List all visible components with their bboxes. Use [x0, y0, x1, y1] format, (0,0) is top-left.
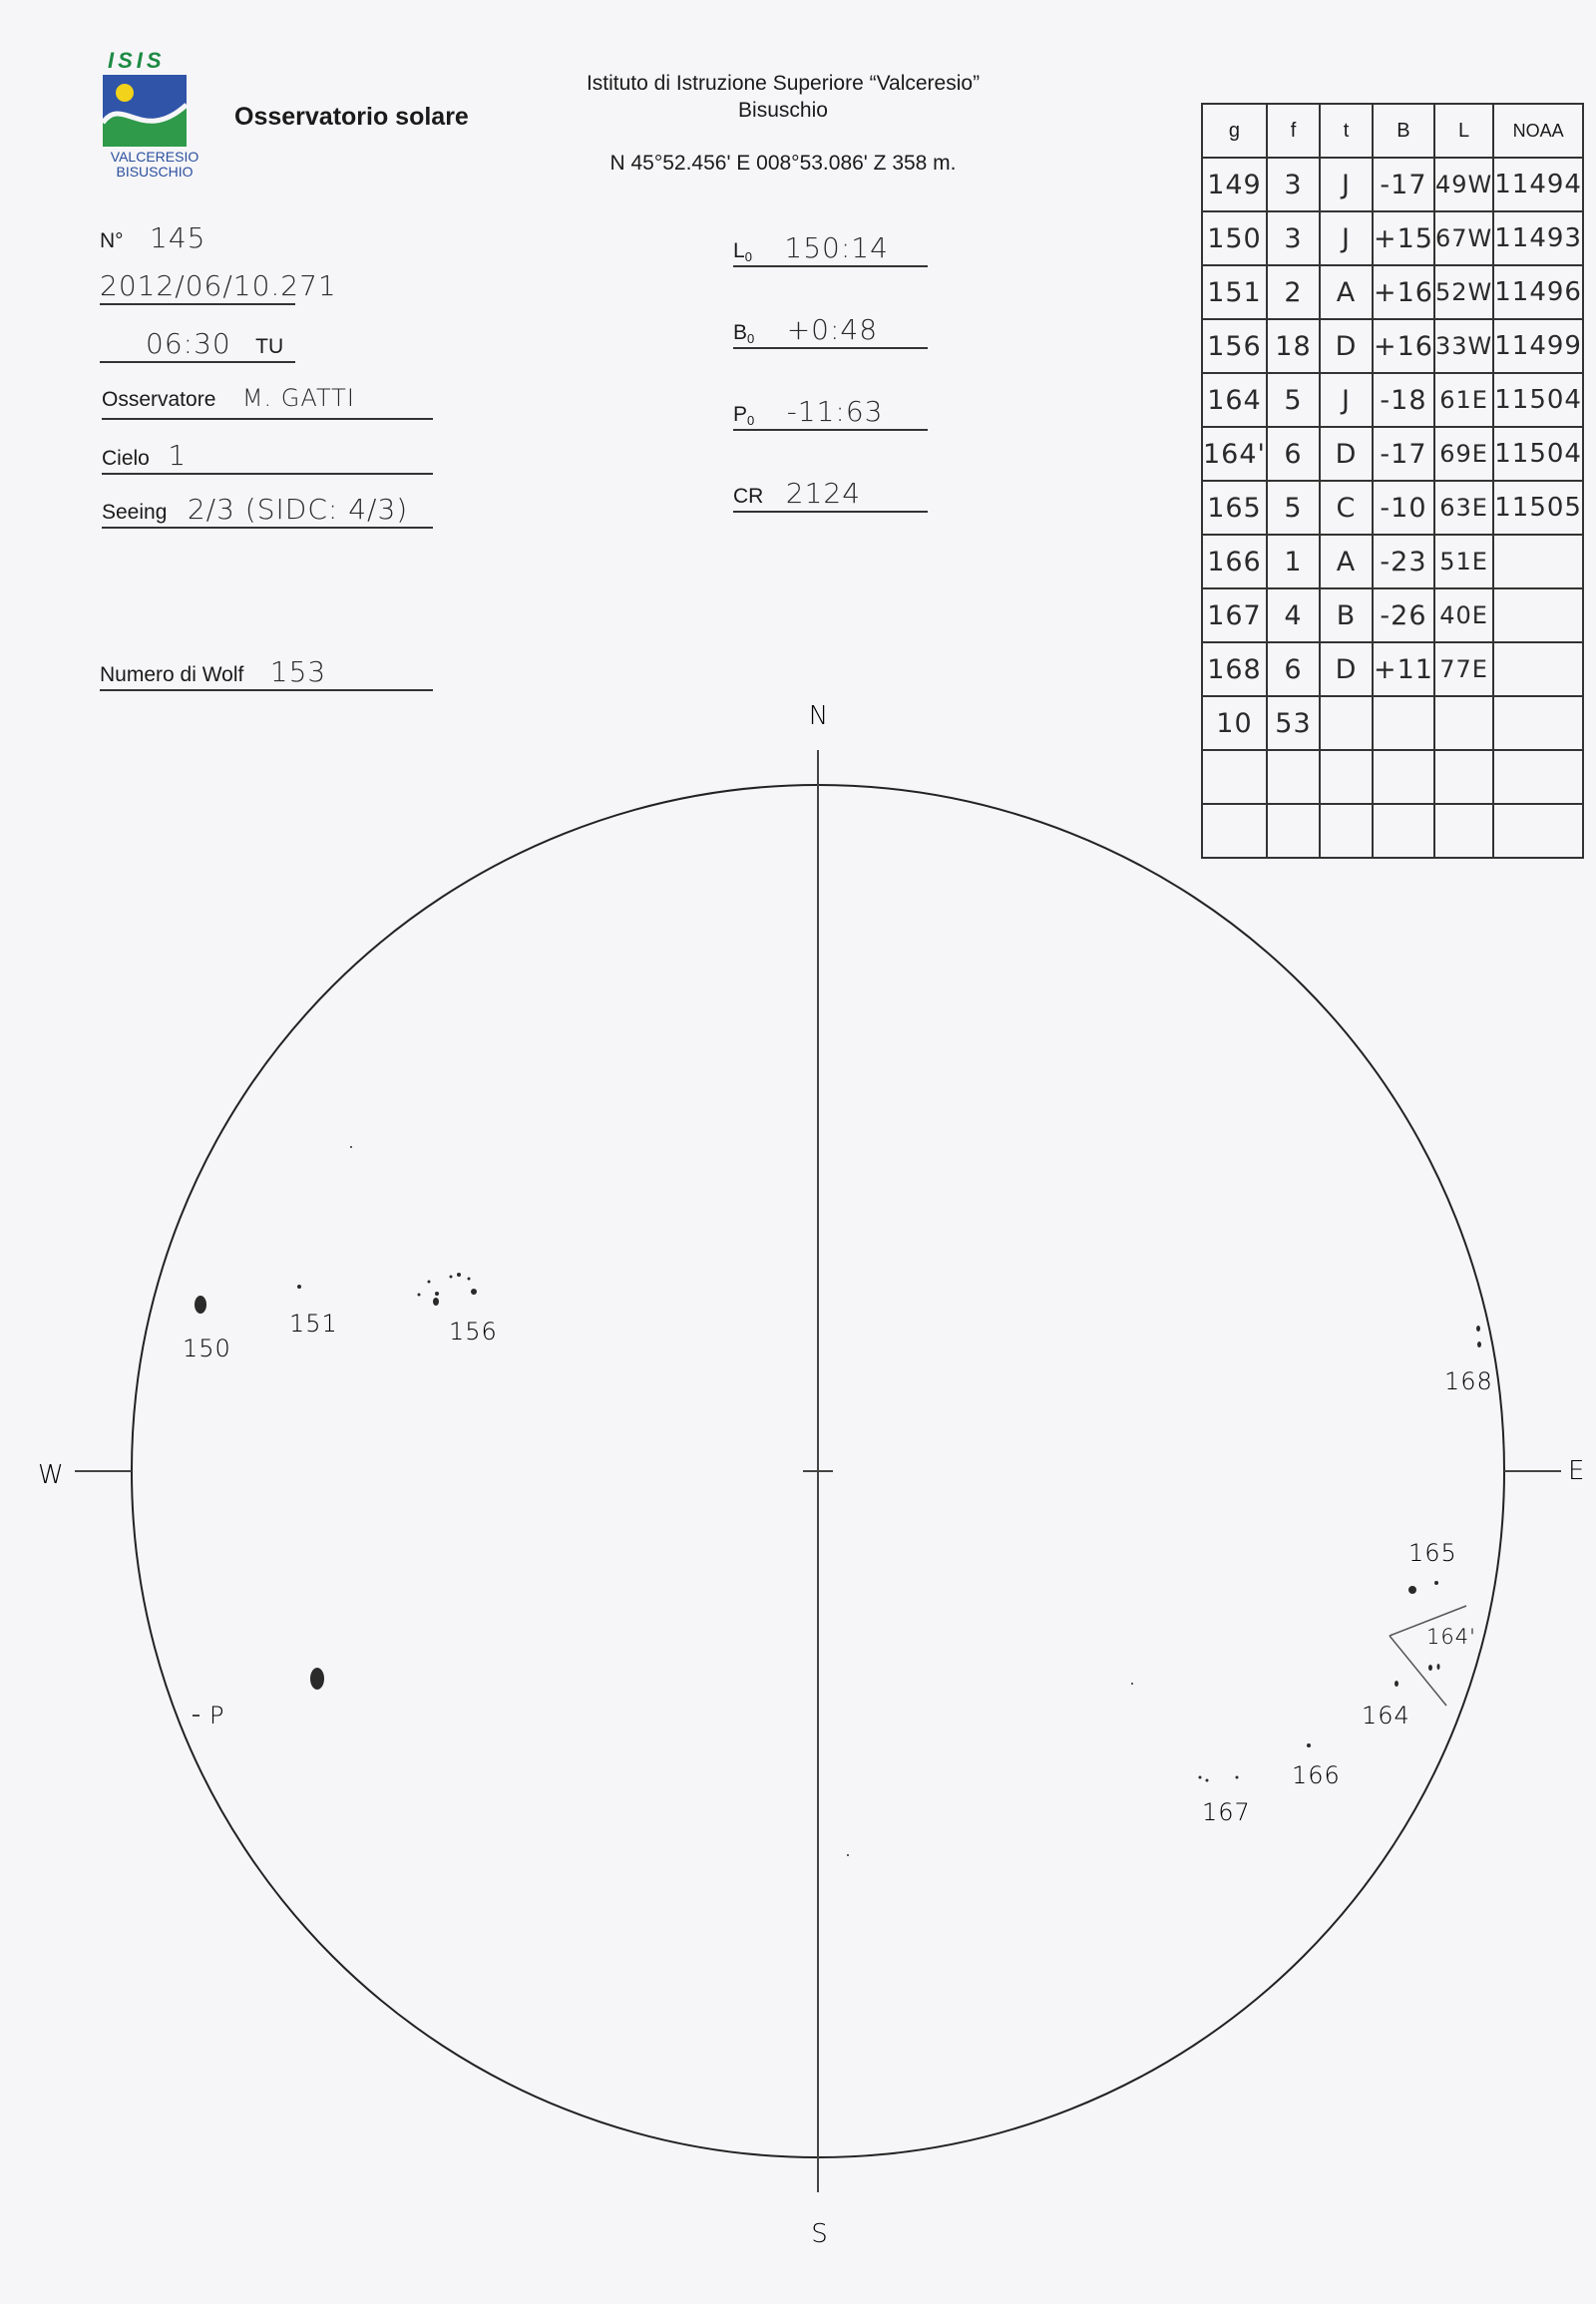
- observatory-coordinates: N 45°52.456' E 008°53.086' Z 358 m.: [609, 152, 957, 175]
- sunspot: [1131, 1683, 1133, 1685]
- sunspot: [428, 1281, 431, 1284]
- cell-L: 69E: [1434, 427, 1493, 481]
- cell-t: A: [1320, 535, 1373, 588]
- sunspot: [310, 1668, 324, 1690]
- logo-sub-line-2: BISUSCHIO: [116, 164, 194, 180]
- cell-g: 168: [1202, 642, 1267, 696]
- group-label-165: 165: [1408, 1539, 1457, 1567]
- cell-B: -17: [1373, 158, 1434, 211]
- header-g: g: [1202, 104, 1267, 158]
- cell-g: 151: [1202, 265, 1267, 319]
- cell-noaa: 11496: [1493, 265, 1583, 319]
- cell-L: 51E: [1434, 535, 1493, 588]
- cell-B: -17: [1373, 427, 1434, 481]
- cell-noaa: 11504: [1493, 373, 1583, 427]
- cell-g: 165: [1202, 481, 1267, 535]
- header-B: B: [1373, 104, 1434, 158]
- pole-label: P: [209, 1702, 225, 1729]
- cell-f: 5: [1267, 373, 1320, 427]
- cell-L: 33W: [1434, 319, 1493, 373]
- sunspot: [457, 1273, 461, 1277]
- cell-L: 63E: [1434, 481, 1493, 535]
- P0-sub: 0: [747, 413, 755, 429]
- cell-B: +16: [1373, 319, 1434, 373]
- cell-g: 164': [1202, 427, 1267, 481]
- group-label-156: 156: [449, 1318, 498, 1345]
- B0-label: B: [733, 321, 748, 344]
- number-value: 145: [150, 221, 206, 254]
- cell-t: J: [1320, 211, 1373, 265]
- cell-f: 6: [1267, 427, 1320, 481]
- cell-L: 67W: [1434, 211, 1493, 265]
- P0-label: P: [733, 403, 748, 426]
- sunspot: [1437, 1664, 1440, 1670]
- sunspot: [1428, 1665, 1432, 1671]
- cell-B: +15: [1373, 211, 1434, 265]
- sunspot: [1199, 1776, 1202, 1779]
- group-label-168: 168: [1444, 1367, 1493, 1395]
- west-label: W: [38, 1460, 65, 1490]
- P0-value: -11:63: [786, 395, 884, 428]
- sunspot: [1307, 1743, 1311, 1747]
- cell-f: 3: [1267, 211, 1320, 265]
- cell-B: -10: [1373, 481, 1434, 535]
- header-noaa: NOAA: [1493, 104, 1583, 158]
- group-label-150: 150: [183, 1335, 231, 1362]
- CR-value: 2124: [785, 477, 862, 510]
- cell-L: 49W: [1434, 158, 1493, 211]
- L0-value: 150:14: [784, 231, 889, 264]
- sunspot: [297, 1285, 301, 1289]
- cell-t: D: [1320, 427, 1373, 481]
- logo-sub-line-1: VALCERESIO: [110, 149, 200, 165]
- sunspot: [450, 1276, 453, 1279]
- sunspot: [195, 1296, 206, 1314]
- observer-label: Osservatore: [102, 388, 216, 411]
- sunspot: [1477, 1342, 1481, 1347]
- cell-B: -26: [1373, 588, 1434, 642]
- seeing-label: Seeing: [102, 501, 168, 524]
- brand-title: Osservatorio solare: [234, 103, 469, 131]
- sunspot: [1395, 1681, 1398, 1687]
- sunspot: [468, 1278, 471, 1281]
- sunspot: [1434, 1581, 1438, 1585]
- L0-label: L: [733, 239, 745, 262]
- cell-g: 150: [1202, 211, 1267, 265]
- sunspots: [195, 1146, 1481, 1856]
- cell-noaa: 11499: [1493, 319, 1583, 373]
- sunspot: [1206, 1779, 1209, 1782]
- header-t: t: [1320, 104, 1373, 158]
- cell-f: 6: [1267, 642, 1320, 696]
- sunspot: [1408, 1586, 1416, 1594]
- north-label: N: [808, 701, 830, 731]
- time-value: 06:30: [146, 327, 231, 360]
- sunspot: [1236, 1776, 1239, 1779]
- sky-label: Cielo: [102, 447, 150, 470]
- sunspot: [350, 1146, 352, 1148]
- cell-f: 5: [1267, 481, 1320, 535]
- cell-g: 156: [1202, 319, 1267, 373]
- group-label-166: 166: [1292, 1761, 1341, 1789]
- cell-noaa: 11494: [1493, 158, 1583, 211]
- cell-t: B: [1320, 588, 1373, 642]
- wolf-value: 153: [269, 655, 327, 688]
- CR-label: CR: [733, 485, 764, 508]
- cell-L: 40E: [1434, 588, 1493, 642]
- B0-value: +0:48: [786, 313, 879, 346]
- cell-t: D: [1320, 319, 1373, 373]
- B0-sub: 0: [747, 331, 755, 347]
- cell-f: 4: [1267, 588, 1320, 642]
- cell-t: A: [1320, 265, 1373, 319]
- cell-f: 1: [1267, 535, 1320, 588]
- cell-B: -23: [1373, 535, 1434, 588]
- cell-t: D: [1320, 642, 1373, 696]
- cell-g: 10: [1202, 696, 1267, 750]
- group-label-167: 167: [1202, 1798, 1251, 1826]
- institute-line-2: Bisuschio: [738, 99, 828, 122]
- date-value: 2012/06/10.271: [100, 269, 337, 302]
- number-label: N°: [100, 229, 124, 252]
- sunspot: [471, 1289, 477, 1295]
- cell-L: 52W: [1434, 265, 1493, 319]
- east-label: E: [1568, 1456, 1586, 1486]
- cell-g: 149: [1202, 158, 1267, 211]
- sunspot: [418, 1294, 421, 1297]
- group-label-164-prime: 164': [1426, 1625, 1476, 1649]
- header-L: L: [1434, 104, 1493, 158]
- group-label-164: 164: [1362, 1702, 1410, 1729]
- sunspot: [435, 1292, 439, 1296]
- isis-logo-text: ISIS: [108, 48, 166, 73]
- cell-noaa: 11504: [1493, 427, 1583, 481]
- cell-B: +11: [1373, 642, 1434, 696]
- cell-g: 166: [1202, 535, 1267, 588]
- south-label: S: [811, 2219, 829, 2249]
- cell-B: -18: [1373, 373, 1434, 427]
- cell-f: 2: [1267, 265, 1320, 319]
- solar-disk: [75, 750, 1561, 2192]
- time-unit: TU: [255, 335, 284, 358]
- cell-L: 61E: [1434, 373, 1493, 427]
- cell-t: C: [1320, 481, 1373, 535]
- seeing-value: 2/3 (SIDC: 4/3): [187, 493, 409, 526]
- cell-noaa: 11505: [1493, 481, 1583, 535]
- sunspot: [1476, 1326, 1480, 1332]
- wolf-label: Numero di Wolf: [100, 663, 244, 686]
- sunspot: [847, 1854, 849, 1856]
- sunspot: [433, 1298, 439, 1306]
- cell-f: 53: [1267, 696, 1320, 750]
- sky-value: 1: [168, 439, 188, 472]
- cell-t: J: [1320, 373, 1373, 427]
- header-f: f: [1267, 104, 1320, 158]
- cell-f: 18: [1267, 319, 1320, 373]
- cell-g: 164: [1202, 373, 1267, 427]
- observer-value: M. GATTI: [241, 384, 355, 412]
- group-label-151: 151: [289, 1310, 338, 1338]
- institute-line-1: Istituto di Istruzione Superiore “Valceresio”: [586, 72, 981, 95]
- cell-t: J: [1320, 158, 1373, 211]
- cell-B: +16: [1373, 265, 1434, 319]
- cell-g: 167: [1202, 588, 1267, 642]
- cell-f: 3: [1267, 158, 1320, 211]
- cell-L: 77E: [1434, 642, 1493, 696]
- cell-noaa: 11493: [1493, 211, 1583, 265]
- L0-sub: 0: [744, 249, 752, 265]
